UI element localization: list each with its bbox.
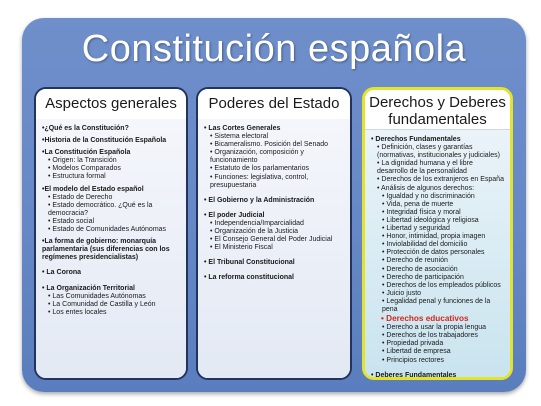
list-subitem: • Definición, clases y garantías (normativas, institucionales y judiciales) bbox=[377, 144, 500, 160]
list-subitem: • Estado de Derecho bbox=[42, 194, 181, 202]
list-subitem: • La dignidad humana y el libre desarrollo de la personalidad bbox=[377, 160, 473, 176]
list-subitem: • Organización de la Justicia bbox=[204, 228, 345, 236]
column-derechos-y-deberes bbox=[362, 87, 513, 380]
list-subitem: • Estatuto de los parlamentarios bbox=[204, 165, 345, 173]
list-item: •La Constitución Española bbox=[42, 149, 131, 157]
column-heading-line2: fundamentales bbox=[388, 111, 487, 128]
list-subitem: • El Consejo General del Poder Judicial bbox=[204, 236, 345, 244]
list-subitem: • Inviolabilidad del domicilio bbox=[371, 241, 505, 249]
list-subitem: • Estado social bbox=[42, 218, 181, 226]
list-item: •¿Qué es la Constitución? bbox=[42, 125, 129, 132]
list-subitem: • Derechos de los trabajadores bbox=[371, 332, 505, 340]
list-subitem: • Modelos Comparados bbox=[42, 165, 181, 173]
list-subitem: • Legalidad penal y funciones de la pena bbox=[371, 298, 505, 314]
list-subitem: • Las Comunidades Autónomas bbox=[42, 293, 181, 301]
column-heading: Poderes del Estado bbox=[198, 89, 350, 120]
list-subitem: • Libertad de empresa bbox=[371, 348, 505, 356]
list-subitem: • La Comunidad de Castilla y León bbox=[42, 301, 181, 309]
list-subitem: • Honor, intimidad, propia imagen bbox=[371, 233, 505, 241]
list-subitem: • Estructura formal bbox=[42, 173, 181, 181]
list-item: • El poder Judicial bbox=[204, 211, 265, 219]
list-item: •El modelo del Estado español bbox=[42, 185, 144, 193]
list-subitem: • Libertad y seguridad bbox=[371, 225, 505, 233]
list-item: • El Gobierno y la Administración bbox=[204, 196, 315, 204]
list-subitem: • Los entes locales bbox=[42, 309, 181, 317]
list-subitem: • Independencia/Imparcialidad bbox=[204, 220, 345, 228]
list-subitem: • Derecho a usar la propia lengua bbox=[371, 324, 505, 332]
column-body bbox=[365, 130, 510, 377]
list-item: • La reforma constitucional bbox=[204, 274, 294, 282]
list-subitem: • Propiedad privada bbox=[371, 340, 505, 348]
column-heading bbox=[365, 90, 510, 130]
page-title: Constitución española bbox=[81, 28, 467, 70]
column-body bbox=[198, 119, 350, 378]
list-subitem: • Principios rectores bbox=[371, 357, 505, 365]
list-subitem: • Sistema electoral bbox=[204, 133, 345, 141]
list-subitem: • Libertad ideológica y religiosa bbox=[371, 217, 505, 225]
list-subitem: • Bicameralismo. Posición del Senado bbox=[204, 141, 345, 149]
list-subitem: • Integridad física y moral bbox=[371, 209, 505, 217]
list-subitem-highlighted: • Derechos educativos bbox=[371, 315, 505, 323]
list-subitem: • Derecho de asociación bbox=[371, 266, 505, 274]
column-body bbox=[36, 119, 186, 378]
column-heading: Aspectos generales bbox=[36, 89, 186, 120]
list-subitem: • Derechos de los empleados públicos bbox=[371, 282, 505, 290]
list-subitem: • Estado de Comunidades Autónomas bbox=[42, 226, 181, 234]
list-subitem: • Derecho de reunión bbox=[371, 257, 505, 265]
list-subitem: • Derecho de participación bbox=[371, 274, 505, 282]
list-subitem: • Igualdad y no discriminación bbox=[371, 193, 505, 201]
list-item: • Derechos Fundamentales bbox=[371, 136, 461, 143]
column-heading-line1: Derechos y Deberes bbox=[369, 94, 506, 111]
column-aspectos-generales bbox=[34, 87, 188, 380]
list-item: •La forma de gobierno: monarquía parlamentaria (sus diferencias con los regímenes presidencialistas) bbox=[42, 238, 170, 262]
list-subitem: • El Ministerio Fiscal bbox=[204, 244, 345, 252]
list-subitem: • Derechos de los extranjeros en España bbox=[377, 176, 504, 184]
list-subitem: • Análisis de algunos derechos: bbox=[377, 184, 475, 192]
list-subitem: • Organización, composición y funcionamiento bbox=[204, 149, 345, 165]
list-item: • Las Cortes Generales bbox=[204, 125, 281, 132]
list-subitem: • Protección de datos personales bbox=[371, 249, 505, 257]
list-item: • Deberes Fundamentales bbox=[371, 371, 457, 379]
list-subitem: • Funciones: legislativa, control, presupuestaria bbox=[204, 174, 345, 190]
list-subitem: • Vida, pena de muerte bbox=[371, 201, 505, 209]
column-poderes-del-estado bbox=[196, 87, 352, 380]
list-subitem: • Juicio justo bbox=[371, 290, 505, 298]
list-subitem: • Estado democrático. ¿Qué es la democracia? bbox=[42, 202, 181, 218]
list-item: • El Tribunal Constitucional bbox=[204, 259, 295, 267]
list-item: • La Organización Territorial bbox=[42, 284, 135, 292]
list-item: •Historia de la Constitución Española bbox=[42, 137, 167, 145]
list-subitem: • Origen: la Transición bbox=[42, 157, 181, 165]
list-item: • La Corona bbox=[42, 269, 82, 277]
